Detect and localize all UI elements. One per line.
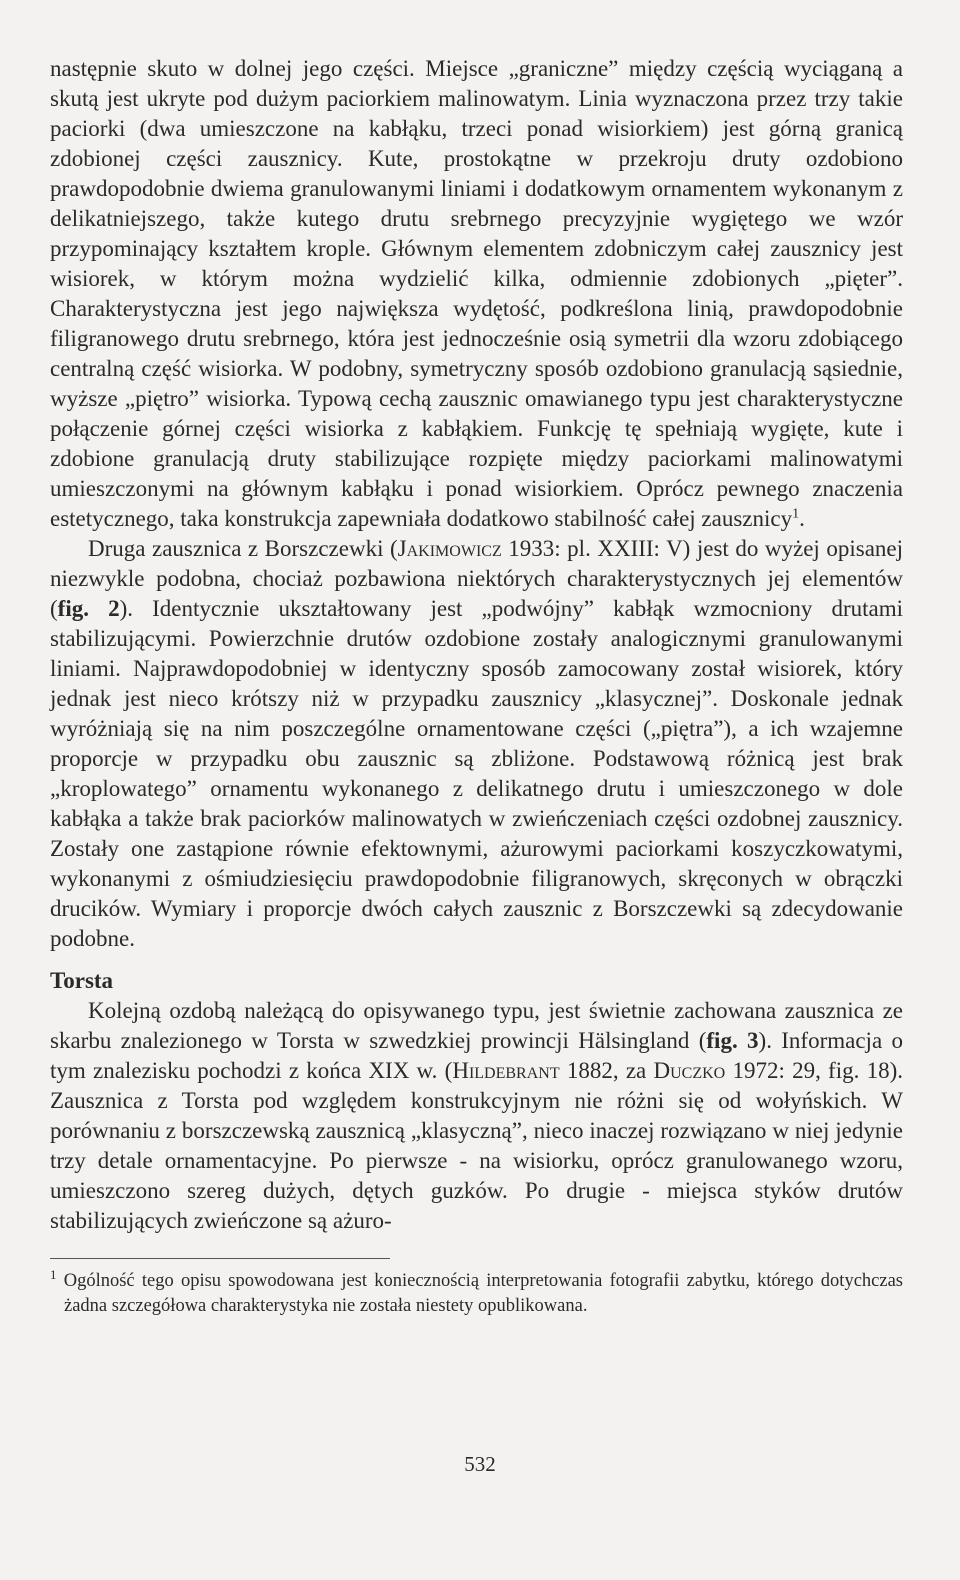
paragraph-2-text-b: 1933: pl. XXIII: V) jest do wyżej opisanej niezwykle podobna, chociaż pozbawiona niektórych charakterystycznych jej elementów ( (50, 536, 903, 621)
citation-author: Jakimowicz (397, 536, 502, 561)
footnote (50, 1266, 903, 1319)
figure-reference[interactable]: fig. 3 (706, 1028, 759, 1053)
footnote-divider (50, 1258, 390, 1259)
paragraph-1-text: następnie skuto w dolnej jego części. Miejsce „graniczne” między częścią wyciąganą a skutą jest ukryte pod dużym paciorkiem malinowatym. Linia wyznaczona przez trzy takie paciorki (dwa umieszczone na kabłąku, trzeci ponad wisiorkiem) jest górną granicą zdobionej części zausznicy. Kute, prostokątne w przekroju druty ozdobiono prawdopodobnie dwiema granulowanymi liniami i dodatkowym ornamentem wykonanym z delikatniejszego, także kutego drutu srebrnego precyzyjnie wygiętego we wzór przypominający kształtem krople. Głównym elementem zdobniczym całej zausznicy jest wisiorek, w którym można wydzielić kilka, odmiennie zdobionych „pięter”. Charakterystyczna jest jego największa wydętość, podkreślona linią, prawdopodobnie filigranowego drutu srebrnego, która jest jednocześnie osią symetrii dla wzoru zdobiącego centralną część wisiorka. W podobny, symetryczny sposób ozdobiono granulacją sąsiednie, wyższe „piętro” wisiorka. Typową cechą zausznic omawianego typu jest charakterystyczne połączenie górnej części wisiorka z kabłąkiem. Funkcję tę spełniają wygięte, kute i zdobione granulacją druty stabilizujące rozpięte między paciorkami malinowatymi umieszczonymi na głównym kabłąku i ponad wisiorkiem. Oprócz pewnego znaczenia estetycznego, taka konstrukcja zapewniała dodatkowo stabilność całej zausznicy (50, 56, 903, 531)
citation-author: Duczko (653, 1058, 726, 1083)
citation-author: Hildebrant (452, 1058, 560, 1083)
paragraph-2-text-a: Druga zausznica z Borszczewki ( (88, 536, 398, 561)
paragraph-2 (50, 534, 903, 954)
paragraph-2-text-c: ). Identycznie ukształtowany jest „podwójny” kabłąk wzmocniony drutami stabilizującymi. Powierzchnie drutów ozdobione zostały analogicznymi granulowanymi liniami. Najprawdopodobniej w identyczny sposób zamocowany został wisiorek, który jednak jest nieco krótszy niż w przypadku zausznicy „klasycznej”. Doskonale jednak wyróżniają się na nim poszczególne ornamentowane części („piętra”), a ich wzajemne proporcje w przypadku obu zausznic są zbliżone. Podstawową różnicą jest brak „kroplowatego” ornamentu wykonanego z delikatnego drutu i umieszczonego w dole kabłąka a także brak paciorków malinowatych w zwieńczeniach części ozdobnej zausznicy. Zostały one zastąpione równie efektownymi, ażurowymi paciorkami koszyczkowatymi, wykonanymi z ośmiudziesięciu prawdopodobnie filigranowych, skręconych w obrączki drucików. Wymiary i proporcje dwóch całych zausznic z Borszczewki są zdecydowanie podobne. (50, 596, 903, 951)
section-heading-torsta: Torsta (50, 968, 114, 993)
footnote-mark: 1 (50, 1266, 57, 1282)
footnote-text: Ogólność tego opisu spowodowana jest koniecznością interpretowania fotografii zabytku, którego dotychczas żadna szczegółowa charakterystyka nie została niestety opublikowana. (63, 1271, 903, 1316)
figure-reference[interactable]: fig. 2 (57, 596, 120, 621)
page-number: 532 (464, 1452, 496, 1476)
paragraph-1: następnie skuto w dolnej jego części. Miejsce „graniczne” między częścią wyciąganą a skutą jest ukryte pod dużym paciorkiem malinowatym. Linia wyznaczona przez trzy takie paciorki (dwa umieszczone na kabłąku, trzeci ponad wisiorkiem) jest górną granicą zdobionej części zausznicy. Kute, prostokątne w przekroju druty ozdobiono prawdopodobnie dwiema granulowanymi liniami i dodatkowym ornamentem wykonanym z delikatniejszego, także kutego drutu srebrnego precyzyjnie wygiętego we wzór przypominający kształtem krople. Głównym elementem zdobniczym całej zausznicy jest wisiorek, w którym można wydzielić kilka, odmiennie zdobionych „pięter”. Charakterystyczna jest jego największa wydętość, podkreślona linią, prawdopodobnie filigranowego drutu srebrnego, która jest jednocześnie osią symetrii dla wzoru zdobiącego centralną część wisiorka. W podobny, symetryczny sposób ozdobiono granulacją sąsiednie, wyższe „piętro” wisiorka. Typową cechą zausznic omawianego typu jest charakterystyczne połączenie górnej części wisiorka z kabłąkiem. Funkcję tę spełniają wygięte, kute i zdobione granulacją druty stabilizujące rozpięte między paciorkami malinowatymi umieszczonymi na głównym kabłąku i ponad wisiorkiem. Oprócz pewnego znaczenia estetycznego, taka konstrukcja zapewniała dodatkowo stabilność całej zausznicy$^1$. (50, 56, 903, 531)
paragraph-3-text-a: Kolejną ozdobą należącą do opisywanego typu, jest świetnie zachowana zausznica ze skarbu znalezionego w Torsta w szwedzkiej prowincji Hälsingland ( (50, 998, 903, 1053)
paragraph-3-text-c: 1882, za (559, 1058, 654, 1083)
paragraph-3 (50, 996, 903, 1236)
footnote-reference[interactable]: 1 (792, 506, 800, 522)
paragraph-3-text-b: ). Informacja o tym znalezisku pochodzi z końca XIX w. ( (50, 1028, 903, 1083)
paragraph-3-text-d: 1972: 29, fig. 18). Zausznica z Torsta pod względem konstrukcyjnym nie różni się od wołyńskich. W porównaniu z borszczewską zausznicą „klasyczną”, nieco inaczej rozwiązano w niej jedynie trzy detale ornamentacyjne. Po pierwsze - na wisiorku, oprócz granulowanego wzoru, umieszczono szereg dużych, dętych guzków. Po drugie - miejsca styków drutów stabilizujących zwieńczone są ażuro- (50, 1058, 904, 1233)
body-text (50, 54, 903, 1319)
